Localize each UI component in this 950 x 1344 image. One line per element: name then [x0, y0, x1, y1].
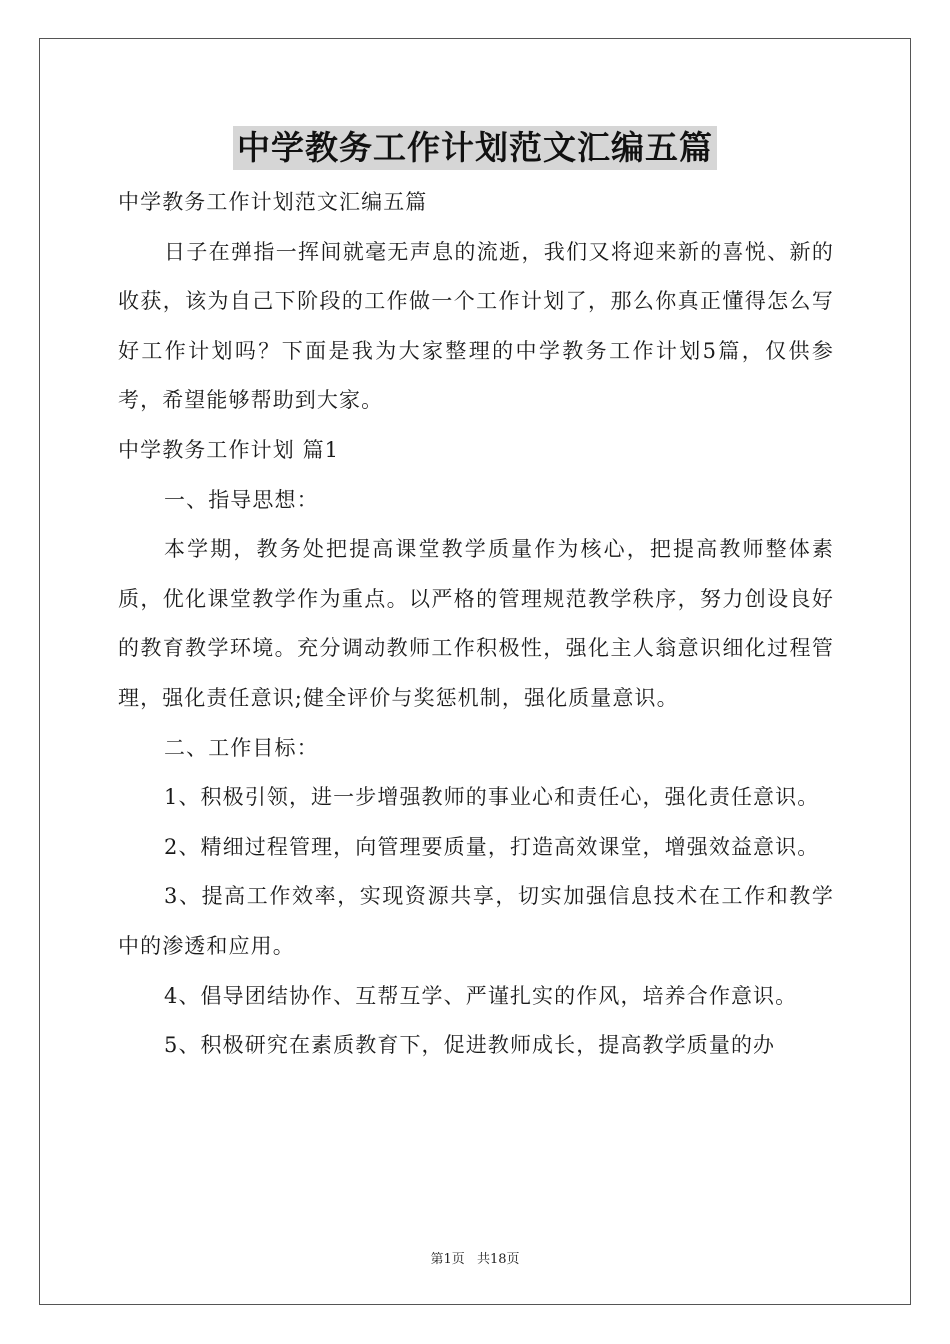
page-number: 第1页 [430, 1252, 465, 1267]
document-title: 中学教务工作计划范文汇编五篇 [233, 126, 717, 170]
paragraph: 日子在弹指一挥间就毫无声息的流逝，我们又将迎来新的喜悦、新的收获，该为自己下阶段的工作做一个工作计划了，那么你真正懂得怎么写好工作计划吗？下面是我为大家整理的中学教务工作计划5篇，仅供参考，希望能够帮助到大家。 [118, 239, 834, 413]
paragraph: 5、积极研究在素质教育下，促进教师成长，提高教学质量的办 [164, 1033, 776, 1058]
paragraph: 4、倡导团结协作、互帮互学、严谨扎实的作风，培养合作意识。 [164, 983, 798, 1008]
document-body [118, 178, 834, 1071]
paragraph: 中学教务工作计划 篇1 [118, 437, 340, 462]
paragraph: 一、指导思想： [164, 487, 319, 512]
paragraph: 二、工作目标： [164, 735, 319, 760]
paragraph: 1、积极引领，进一步增强教师的事业心和责任心，强化责任意识。 [164, 785, 820, 810]
paragraph: 3、提高工作效率，实现资源共享，切实加强信息技术在工作和教学中的渗透和应用。 [118, 884, 834, 958]
page-total: 共18页 [476, 1252, 520, 1267]
paragraph: 本学期，教务处把提高课堂教学质量作为核心，把提高教师整体素质，优化课堂教学作为重点。以严格的管理规范教学秩序，努力创设良好的教育教学环境。充分调动教师工作积极性，强化主人翁意识细化过程管理，强化责任意识;健全评价与奖惩机制，强化质量意识。 [118, 537, 834, 710]
paragraph: 中学教务工作计划范文汇编五篇 [118, 190, 428, 214]
title-container [0, 126, 950, 170]
paragraph: 2、精细过程管理，向管理要质量，打造高效课堂，增强效益意识。 [164, 834, 820, 859]
page-footer [0, 1248, 950, 1267]
